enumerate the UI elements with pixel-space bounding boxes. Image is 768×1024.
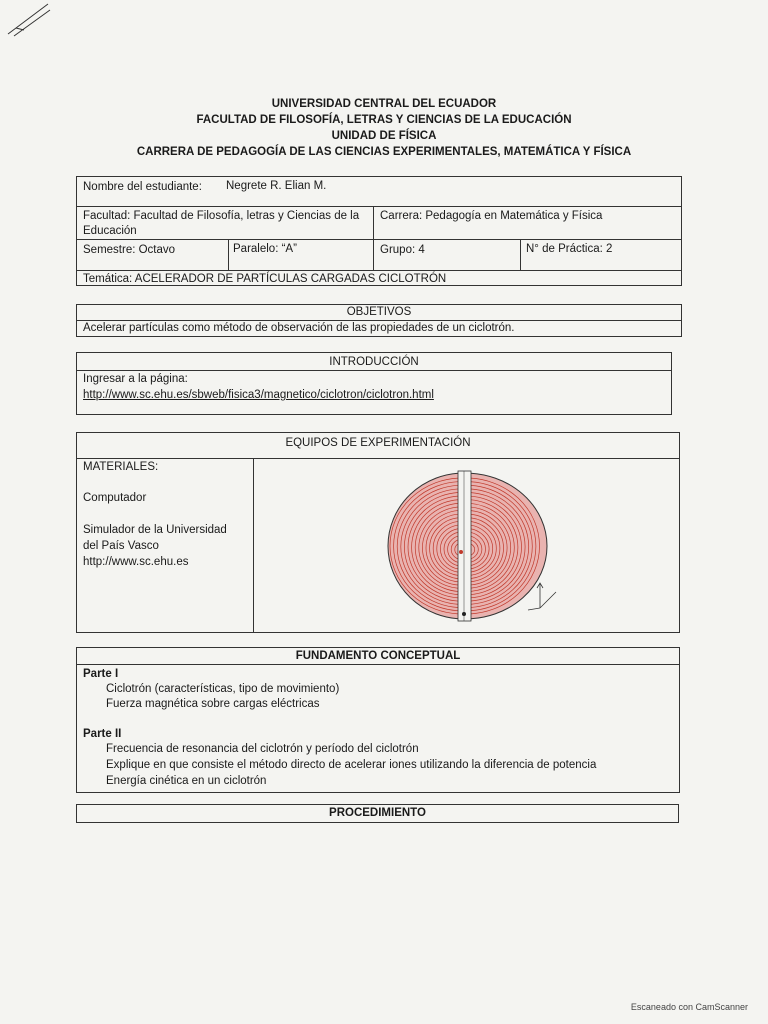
ion-source bbox=[459, 550, 463, 554]
unit-name: UNIDAD DE FÍSICA bbox=[331, 130, 437, 142]
university-name: UNIVERSIDAD CENTRAL DEL ECUADOR bbox=[271, 98, 497, 110]
materiales-label: MATERIALES: bbox=[83, 461, 159, 473]
parte2-item1: Frecuencia de resonancia del ciclotrón y período del ciclotrón bbox=[106, 743, 419, 755]
parte2-item3: Energía cinética en un ciclotrón bbox=[106, 775, 267, 787]
material-computador: Computador bbox=[83, 492, 147, 504]
parte1-label: Parte I bbox=[83, 668, 119, 680]
introduccion-text: Ingresar a la página: bbox=[83, 373, 188, 385]
cyclotron-diagram bbox=[378, 466, 578, 626]
facultad-line2: Educación bbox=[83, 225, 137, 237]
fundamento-title: FUNDAMENTO CONCEPTUAL bbox=[295, 650, 461, 662]
exit-point bbox=[462, 612, 466, 616]
equipos-title: EQUIPOS DE EXPERIMENTACIÓN bbox=[285, 437, 471, 449]
practica-number: N° de Práctica: 2 bbox=[526, 243, 613, 255]
material-simulador-url: http://www.sc.ehu.es bbox=[83, 556, 189, 568]
student-name: Negrete R. Elian M. bbox=[226, 180, 327, 192]
simulator-link[interactable]: http://www.sc.ehu.es/sbweb/fisica3/magnetico/ciclotron/ciclotron.html bbox=[83, 389, 434, 401]
grupo: Grupo: 4 bbox=[380, 244, 425, 256]
scanner-watermark: Escaneado con CamScanner bbox=[630, 1002, 748, 1012]
parte2-item2: Explique en que consiste el método directo de acelerar iones utilizando la diferencia de potencia bbox=[106, 759, 597, 771]
parte1-item1: Ciclotrón (características, tipo de movimiento) bbox=[106, 683, 340, 695]
parte2-label: Parte II bbox=[83, 728, 122, 740]
paralelo: Paralelo: “A” bbox=[233, 243, 297, 255]
objetivos-text: Acelerar partículas como método de observación de las propiedades de un ciclotrón. bbox=[83, 322, 515, 334]
facultad-line1: Facultad: Facultad de Filosofía, letras y Ciencias de la bbox=[83, 210, 360, 222]
material-simulador-line1: Simulador de la Universidad bbox=[83, 524, 227, 536]
carrera: Carrera: Pedagogía en Matemática y Física bbox=[380, 210, 603, 222]
semestre: Semestre: Octavo bbox=[83, 244, 176, 256]
dee-gap bbox=[458, 471, 471, 621]
parte1-item2: Fuerza magnética sobre cargas eléctricas bbox=[106, 698, 320, 710]
introduccion-title: INTRODUCCIÓN bbox=[329, 356, 419, 368]
procedimiento-title: PROCEDIMIENTO bbox=[329, 807, 426, 819]
material-simulador-line2: del País Vasco bbox=[83, 540, 159, 552]
tematica: Temática: ACELERADOR DE PARTÍCULAS CARGADAS CICLOTRÓN bbox=[83, 273, 447, 285]
faculty-name: FACULTAD DE FILOSOFÍA, LETRAS Y CIENCIAS DE LA EDUCACIÓN bbox=[196, 114, 572, 126]
pen-scribble bbox=[4, 0, 54, 40]
objetivos-title: OBJETIVOS bbox=[346, 306, 412, 318]
career-name: CARRERA DE PEDAGOGÍA DE LAS CIENCIAS EXPERIMENTALES, MATEMÁTICA Y FÍSICA bbox=[136, 146, 632, 158]
student-label: Nombre del estudiante: bbox=[83, 181, 202, 193]
